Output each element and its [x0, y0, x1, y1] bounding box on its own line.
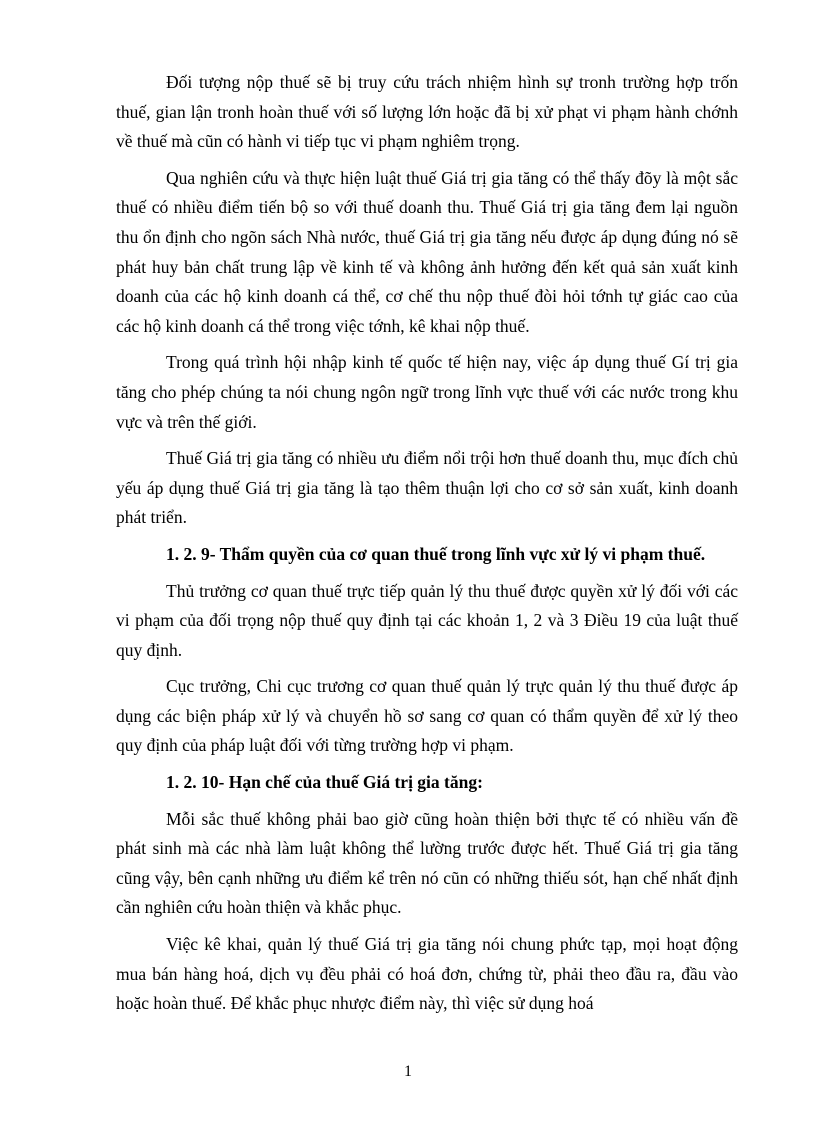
body-paragraph: Trong quá trình hội nhập kinh tế quốc tế hiện nay, việc áp dụng thuế Gí trị gia tăng cho phép chúng ta nói chung ngôn ngữ trong lĩnh vực thuế với các nước trong khu vực và trên thế giới. [116, 352, 738, 432]
section-heading: 1. 2. 10- Hạn chế của thuế Giá trị gia tăng: [166, 772, 483, 793]
body-paragraph: Qua nghiên cứu và thực hiện luật thuế Giá trị gia tăng có thể thấy đõy là một sắc thuế có nhiều điểm tiến bộ so với thuế doanh thu. Thuế Giá trị gia tăng đem lại nguồn thu ổn định cho ngõn sách Nhà nước, thuế Giá trị gia tăng nếu được áp dụng đúng nó sẽ phát huy bản chất trung lập về kinh tế và không ảnh hưởng đến kết quả sản xuất kinh doanh của các hộ kinh doanh cá thể, cơ chế thu nộp thuế đòi hỏi tớnh tự giác cao của các hộ kinh doanh cá thể trong việc tớnh, kê khai nộp thuế. [116, 167, 738, 336]
document-body [116, 68, 738, 1026]
body-paragraph: Cục trưởng, Chi cục trương cơ quan thuế quản lý trực quản lý thu thuế được áp dụng các biện pháp xử lý và chuyển hồ sơ sang cơ quan có thẩm quyền để xử lý theo quy định của pháp luật đối với từng trường hợp vi phạm. [116, 676, 738, 756]
body-paragraph: Mỗi sắc thuế không phải bao giờ cũng hoàn thiện bởi thực tế có nhiều vấn đề phát sinh mà các nhà làm luật không thể lường trước được hết. Thuế Giá trị gia tăng cũng vậy, bên cạnh những ưu điểm kể trên nó cũn có những thiếu sót, hạn chế nhất định cần nghiên cứu hoàn thiện và khắc phục. [116, 808, 738, 918]
body-paragraph: Thủ trưởng cơ quan thuế trực tiếp quản lý thu thuế được quyền xử lý đối với các vi phạm của đối trọng nộp thuế quy định tại các khoản 1, 2 và 3 Điều 19 của luật thuế quy định. [116, 580, 738, 660]
page-number: 1 [404, 1063, 412, 1080]
section-heading: 1. 2. 9- Thẩm quyền của cơ quan thuế trong lĩnh vực xử lý vi phạm thuế. [166, 543, 706, 564]
body-paragraph: Đối tượng nộp thuế sẽ bị truy cứu trách nhiệm hình sự tronh trường hợp trốn thuế, gian lận tronh hoàn thuế với số lượng lớn hoặc đã bị xử phạt vi phạm hành chớnh về thuế mà cũn có hành vi tiếp tục vi phạm nghiêm trọng. [116, 72, 738, 152]
body-paragraph: Thuế Giá trị gia tăng có nhiều ưu điểm nổi trội hơn thuế doanh thu, mục đích chủ yếu áp dụng thuế Giá trị gia tăng là tạo thêm thuận lợi cho cơ sở sản xuất, kinh doanh phát triển. [116, 448, 738, 528]
body-paragraph: Việc kê khai, quản lý thuế Giá trị gia tăng nói chung phức tạp, mọi hoạt động mua bán hàng hoá, dịch vụ đều phải có hoá đơn, chứng từ, phải theo đầu ra, đầu vào hoặc hoàn thuế. Để khắc phục nhược điểm này, thì việc sử dụng hoá [116, 934, 738, 1014]
